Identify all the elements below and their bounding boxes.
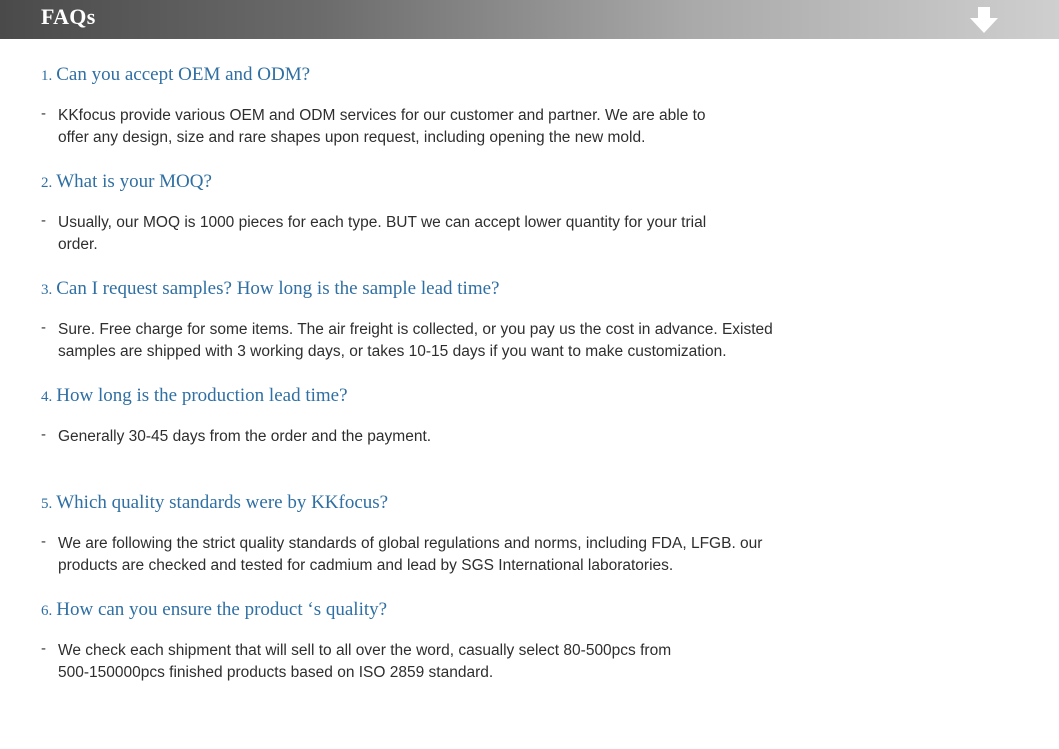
faq-answer-line: KKfocus provide various OEM and ODM services for our customer and partner. We are able to xyxy=(58,107,706,124)
faq-question-2 xyxy=(41,171,212,193)
faq-answer-line: Generally 30-45 days from the order and the payment. xyxy=(58,428,432,445)
faq-number-4: 4. xyxy=(41,389,53,405)
faq-answer-line: We are following the strict quality standards of global regulations and norms, including FDA, LFGB. our xyxy=(58,535,763,552)
faq-answer-line: Usually, our MOQ is 1000 pieces for each type. BUT we can accept lower quantity for your trial xyxy=(58,214,707,231)
faq-answer-line: order. xyxy=(58,236,98,253)
faq-answer-5 xyxy=(58,533,762,577)
faq-question-text-5: Which quality standards were by KKfocus? xyxy=(56,492,389,513)
bullet-dash: - xyxy=(41,640,46,657)
faq-number-1: 1. xyxy=(41,68,53,84)
faq-number-3: 3. xyxy=(41,282,53,298)
faq-answer-6 xyxy=(58,640,671,684)
faq-answer-2 xyxy=(58,212,706,256)
faq-answer-line: 500-150000pcs finished products based on ISO 2859 standard. xyxy=(58,664,494,681)
bullet-dash: - xyxy=(41,319,46,336)
faq-question-text-3: Can I request samples? How long is the sample lead time? xyxy=(56,278,500,299)
faq-question-1 xyxy=(41,64,310,86)
faq-answer-line: offer any design, size and rare shapes upon request, including opening the new mold. xyxy=(58,129,646,146)
page-title: FAQs xyxy=(41,4,96,29)
faq-question-text-4: How long is the production lead time? xyxy=(56,385,348,406)
faq-question-3 xyxy=(41,278,499,300)
bullet-dash: - xyxy=(41,105,46,122)
bullet-dash: - xyxy=(41,426,46,443)
faq-question-4 xyxy=(41,385,348,407)
down-arrow-icon[interactable] xyxy=(969,5,999,35)
faq-question-text-2: What is your MOQ? xyxy=(56,171,212,192)
faq-answer-3 xyxy=(58,319,773,363)
faq-answer-4 xyxy=(58,426,431,448)
faqs-header-bar xyxy=(0,0,1059,39)
faq-number-2: 2. xyxy=(41,175,53,191)
faq-question-text-1: Can you accept OEM and ODM? xyxy=(56,64,311,85)
faq-number-5: 5. xyxy=(41,496,53,512)
faq-answer-1 xyxy=(58,105,706,149)
faq-answer-line: samples are shipped with 3 working days, or takes 10-15 days if you want to make customization. xyxy=(58,343,727,360)
faq-question-5 xyxy=(41,492,388,514)
faq-number-6: 6. xyxy=(41,603,53,619)
bullet-dash: - xyxy=(41,212,46,229)
faq-answer-line: Sure. Free charge for some items. The air freight is collected, or you pay us the cost in advance. Existed xyxy=(58,321,773,338)
faq-answer-line: We check each shipment that will sell to all over the word, casually select 80-500pcs from xyxy=(58,642,672,659)
bullet-dash: - xyxy=(41,533,46,550)
faq-question-text-6: How can you ensure the product ‘s quality? xyxy=(56,599,388,620)
faq-question-6 xyxy=(41,599,387,621)
faq-answer-line: products are checked and tested for cadmium and lead by SGS International laboratories. xyxy=(58,557,674,574)
